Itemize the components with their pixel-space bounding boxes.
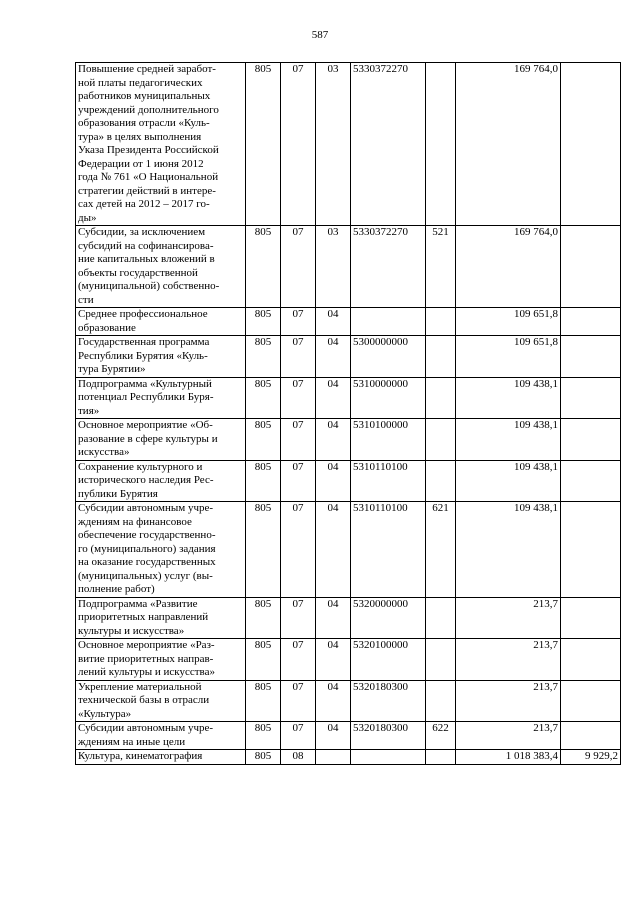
amount-extra-cell [561, 226, 621, 308]
grbs-cell: 805 [246, 597, 281, 639]
item-name-line: технической базы в отрасли [78, 694, 210, 706]
item-name-line: Основное мероприятие «Раз- [78, 639, 215, 651]
item-name-cell [76, 750, 246, 765]
subsection-cell [316, 750, 351, 765]
section-cell: 07 [281, 460, 316, 502]
section-cell: 08 [281, 750, 316, 765]
table-row [76, 419, 621, 461]
item-name-line: тия» [78, 404, 100, 417]
amount-extra-cell [561, 308, 621, 336]
grbs-cell: 805 [246, 336, 281, 378]
item-name-cell [76, 336, 246, 378]
section-cell: 07 [281, 377, 316, 419]
item-name-line: го (муниципального) задания [78, 542, 216, 555]
item-name-cell [76, 460, 246, 502]
item-name-line: образование [78, 321, 136, 334]
item-name-line: стратегии действий в интере- [78, 184, 216, 197]
section-cell: 07 [281, 419, 316, 461]
amount-cell: 169 764,0 [456, 63, 561, 226]
item-name-cell [76, 502, 246, 598]
item-name-cell [76, 639, 246, 681]
item-name-cell [76, 680, 246, 722]
expense-type-cell [426, 63, 456, 226]
subsection-cell: 03 [316, 226, 351, 308]
grbs-cell: 805 [246, 722, 281, 750]
table-row [76, 460, 621, 502]
expense-type-cell [426, 336, 456, 378]
table-row [76, 226, 621, 308]
item-name-line: витие приоритетных направ- [78, 652, 214, 665]
amount-cell: 213,7 [456, 722, 561, 750]
amount-cell: 109 438,1 [456, 460, 561, 502]
subsection-cell: 04 [316, 419, 351, 461]
grbs-cell: 805 [246, 680, 281, 722]
section-cell: 07 [281, 597, 316, 639]
item-name-line: субсидий на софинансирова- [78, 239, 214, 252]
section-cell: 07 [281, 226, 316, 308]
amount-extra-cell: 9 929,2 [561, 750, 621, 765]
target-article-cell: 5330372270 [351, 63, 426, 226]
target-article-cell: 5300000000 [351, 336, 426, 378]
item-name-cell [76, 63, 246, 226]
expense-type-cell: 621 [426, 502, 456, 598]
target-article-cell: 5310100000 [351, 419, 426, 461]
target-article-cell: 5320180300 [351, 722, 426, 750]
grbs-cell: 805 [246, 63, 281, 226]
subsection-cell: 04 [316, 597, 351, 639]
grbs-cell: 805 [246, 639, 281, 681]
target-article-cell: 5310110100 [351, 502, 426, 598]
item-name-line: ние капитальных вложений в [78, 253, 215, 265]
item-name-line: ды» [78, 211, 97, 224]
item-name-line: ной платы педагогических [78, 76, 203, 89]
amount-extra-cell [561, 639, 621, 681]
item-name-line: Повышение средней заработ- [78, 63, 216, 75]
table-row [76, 722, 621, 750]
expense-type-cell [426, 308, 456, 336]
amount-extra-cell [561, 460, 621, 502]
section-cell: 07 [281, 308, 316, 336]
subsection-cell: 04 [316, 680, 351, 722]
item-name-line: разование в сфере культуры и [78, 432, 218, 445]
target-article-cell: 5320100000 [351, 639, 426, 681]
target-article-cell: 5330372270 [351, 226, 426, 308]
subsection-cell: 04 [316, 308, 351, 336]
page-number: 587 [311, 29, 329, 41]
item-name-line: полнение работ) [78, 583, 155, 595]
section-cell: 07 [281, 336, 316, 378]
amount-cell: 109 651,8 [456, 336, 561, 378]
subsection-cell: 04 [316, 377, 351, 419]
item-name-line: Подпрограмма «Культурный [78, 377, 212, 390]
grbs-cell: 805 [246, 460, 281, 502]
section-cell: 07 [281, 502, 316, 598]
item-name-line: тура» в целях выполнения [78, 130, 202, 143]
item-name-line: лений культуры и искусства» [78, 666, 215, 678]
item-name-line: обеспечение государственно- [78, 529, 216, 541]
subsection-cell: 04 [316, 502, 351, 598]
item-name-line: Культура, кинематография [78, 750, 203, 762]
table-row [76, 308, 621, 336]
item-name-line: (муниципальной) собственно- [78, 280, 220, 292]
amount-extra-cell [561, 377, 621, 419]
item-name-line: ждениям на финансовое [78, 515, 192, 528]
amount-extra-cell [561, 419, 621, 461]
item-name-line: Укрепление материальной [78, 680, 202, 693]
table-row [76, 63, 621, 226]
item-name-line: объекты государственной [78, 266, 198, 279]
item-name-line: учреждений дополнительного [78, 103, 219, 116]
subsection-cell: 04 [316, 336, 351, 378]
item-name-line: образования отрасли «Куль- [78, 117, 210, 129]
item-name-line: Сохранение культурного и [78, 460, 203, 473]
target-article-cell [351, 308, 426, 336]
item-name-cell [76, 226, 246, 308]
target-article-cell: 5320180300 [351, 680, 426, 722]
amount-cell: 109 651,8 [456, 308, 561, 336]
amount-cell: 213,7 [456, 639, 561, 681]
item-name-line: (муниципальных) услуг (вы- [78, 569, 213, 582]
item-name-cell [76, 308, 246, 336]
target-article-cell: 5310110100 [351, 460, 426, 502]
item-name-line: потенциал Республики Буря- [78, 391, 214, 403]
section-cell: 07 [281, 722, 316, 750]
table-row [76, 750, 621, 765]
item-name-line: приоритетных направлений [78, 611, 209, 623]
subsection-cell: 04 [316, 722, 351, 750]
item-name-line: тура Бурятии» [78, 363, 146, 375]
table-row [76, 639, 621, 681]
section-cell: 07 [281, 680, 316, 722]
amount-cell: 169 764,0 [456, 226, 561, 308]
item-name-line: Субсидии, за исключением [78, 226, 206, 238]
expense-type-cell [426, 419, 456, 461]
amount-extra-cell [561, 502, 621, 598]
grbs-cell: 805 [246, 419, 281, 461]
amount-cell: 213,7 [456, 597, 561, 639]
table-row [76, 377, 621, 419]
amount-extra-cell [561, 722, 621, 750]
grbs-cell: 805 [246, 750, 281, 765]
item-name-line: Субсидии автономным учре- [78, 722, 214, 734]
item-name-line: года № 761 «О Национальной [78, 171, 219, 183]
item-name-line: Основное мероприятие «Об- [78, 419, 213, 431]
expense-type-cell: 521 [426, 226, 456, 308]
item-name-cell [76, 419, 246, 461]
item-name-line: работников муниципальных [78, 90, 211, 102]
amount-cell: 213,7 [456, 680, 561, 722]
expense-type-cell: 622 [426, 722, 456, 750]
expense-type-cell [426, 680, 456, 722]
amount-cell: 1 018 383,4 [456, 750, 561, 765]
amount-extra-cell [561, 680, 621, 722]
expense-type-cell [426, 597, 456, 639]
amount-extra-cell [561, 63, 621, 226]
expense-type-cell [426, 750, 456, 765]
target-article-cell [351, 750, 426, 765]
item-name-line: Среднее профессиональное [78, 308, 208, 320]
table-row [76, 336, 621, 378]
item-name-line: культуры и искусства» [78, 624, 185, 637]
amount-cell: 109 438,1 [456, 419, 561, 461]
item-name-line: Государственная программа [78, 336, 210, 348]
amount-extra-cell [561, 597, 621, 639]
item-name-line: искусства» [78, 446, 130, 458]
item-name-cell [76, 377, 246, 419]
amount-cell: 109 438,1 [456, 502, 561, 598]
grbs-cell: 805 [246, 308, 281, 336]
item-name-line: публики Бурятия [78, 487, 158, 500]
item-name-line: Подпрограмма «Развитие [78, 597, 198, 610]
expense-type-cell [426, 377, 456, 419]
item-name-line: сти [78, 293, 94, 306]
amount-cell: 109 438,1 [456, 377, 561, 419]
subsection-cell: 03 [316, 63, 351, 226]
table-row [76, 597, 621, 639]
target-article-cell: 5320000000 [351, 597, 426, 639]
section-cell: 07 [281, 63, 316, 226]
item-name-line: Субсидии автономным учре- [78, 502, 214, 514]
target-article-cell: 5310000000 [351, 377, 426, 419]
subsection-cell: 04 [316, 639, 351, 681]
item-name-line: Федерации от 1 июня 2012 [78, 157, 204, 170]
expense-type-cell [426, 460, 456, 502]
section-cell: 07 [281, 639, 316, 681]
item-name-line: Указа Президента Российской [78, 144, 219, 156]
subsection-cell: 04 [316, 460, 351, 502]
item-name-cell [76, 722, 246, 750]
item-name-line: сах детей на 2012 – 2017 го- [78, 198, 210, 210]
item-name-line: Республики Бурятия «Куль- [78, 349, 208, 362]
item-name-line: на оказание государственных [78, 556, 216, 568]
table-row [76, 680, 621, 722]
grbs-cell: 805 [246, 226, 281, 308]
grbs-cell: 805 [246, 377, 281, 419]
budget-table [75, 62, 621, 765]
item-name-cell [76, 597, 246, 639]
item-name-line: «Культура» [78, 707, 132, 720]
grbs-cell: 805 [246, 502, 281, 598]
item-name-line: ждениям на иные цели [78, 735, 186, 748]
amount-extra-cell [561, 336, 621, 378]
item-name-line: исторического наследия Рес- [78, 474, 214, 486]
table-row [76, 502, 621, 598]
expense-type-cell [426, 639, 456, 681]
